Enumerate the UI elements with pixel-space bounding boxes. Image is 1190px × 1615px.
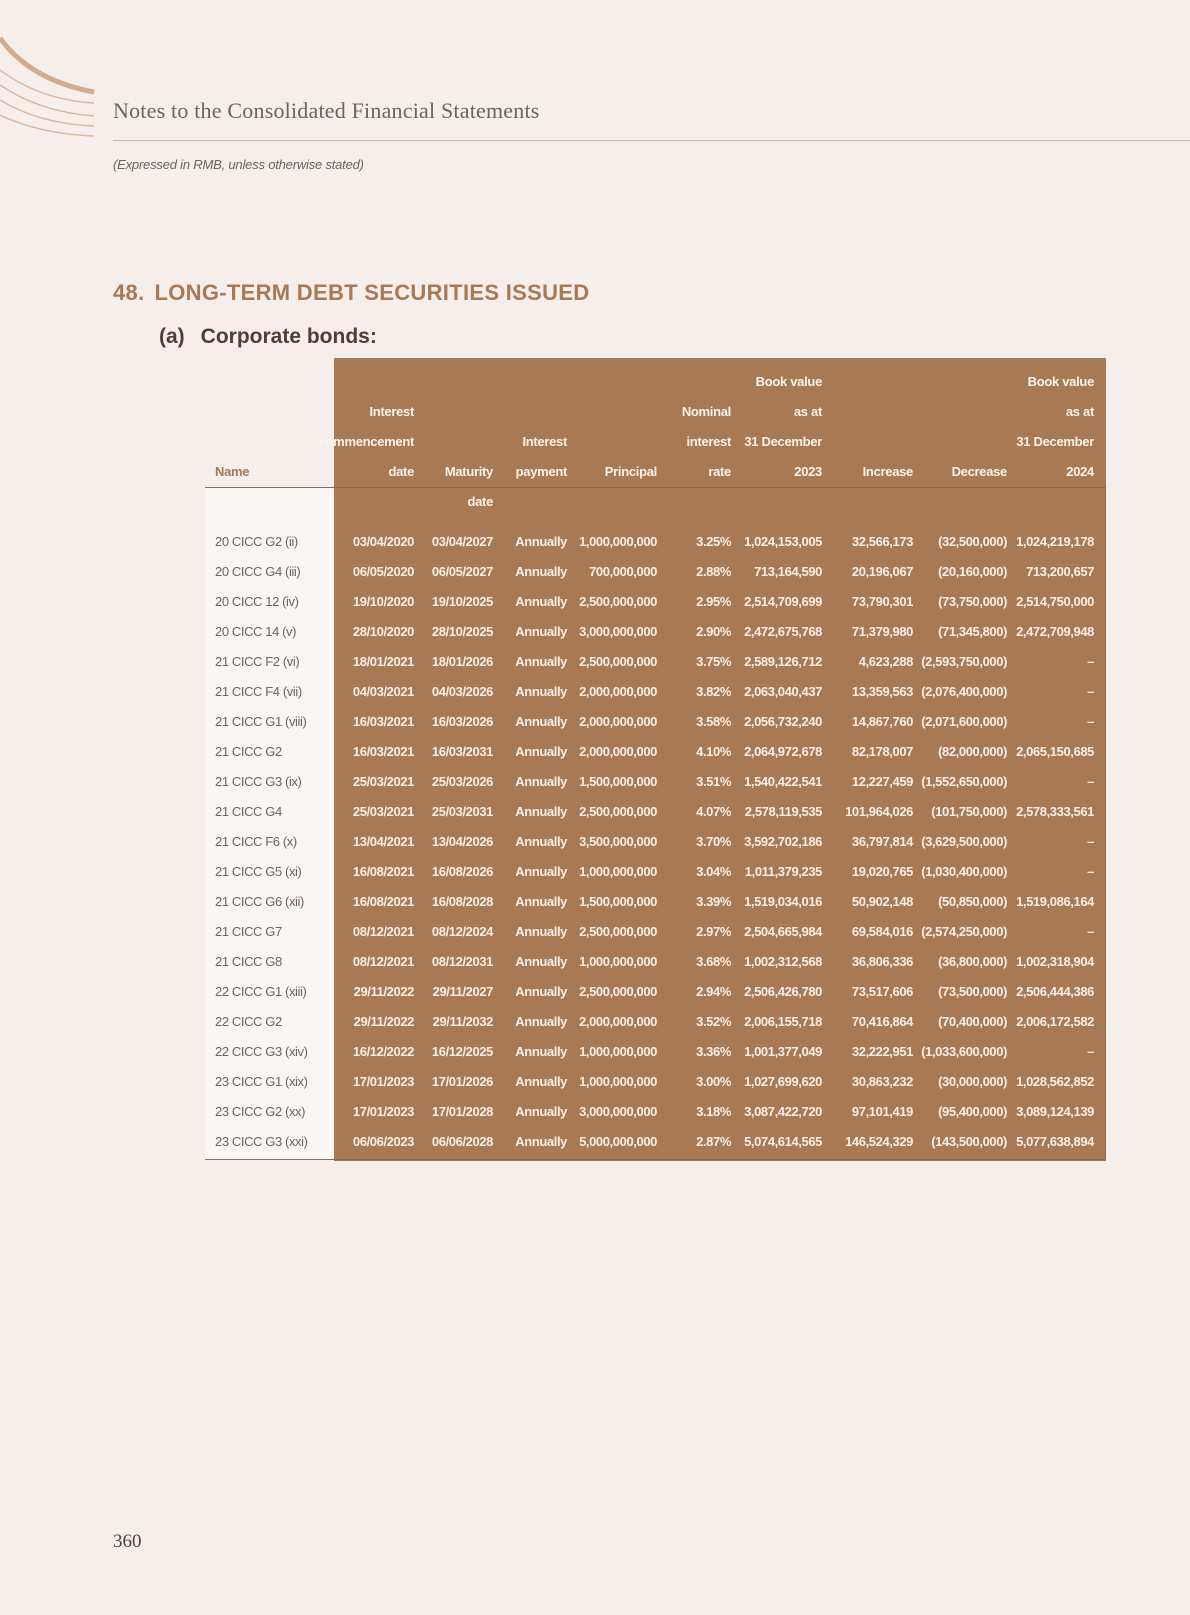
cell-payment: Annually [515,1074,567,1089]
cell-maturity: 16/03/2026 [431,714,493,729]
table-row [205,1127,1106,1157]
cell-decrease: (2,076,400,000) [921,684,1007,699]
cell-payment: Annually [515,684,567,699]
cell-increase: 73,790,301 [851,594,913,609]
table-row [205,557,1106,587]
cell-bv2024: 2,506,444,386 [1016,984,1094,999]
cell-payment: Annually [515,984,567,999]
cell-principal: 1,000,000,000 [579,534,657,549]
cell-name: 21 CICC G7 [215,924,282,939]
table-row [205,1007,1106,1037]
cell-payment: Annually [515,1014,567,1029]
cell-bv2023: 2,006,155,718 [744,1014,822,1029]
cell-decrease: (143,500,000) [931,1134,1007,1149]
cell-bv2024: 713,200,657 [1026,564,1094,579]
cell-payment: Annually [515,774,567,789]
cell-rate: 3.36% [696,1044,731,1059]
cell-payment: Annually [515,594,567,609]
cell-name: 21 CICC G8 [215,954,282,969]
table-row [205,647,1106,677]
cell-maturity: 17/01/2028 [431,1104,493,1119]
cell-principal: 1,000,000,000 [579,864,657,879]
cell-increase: 71,379,980 [851,624,913,639]
column-header-principal-line-0: Principal [604,464,657,479]
cell-name: 21 CICC G2 [215,744,282,759]
cell-commencement: 16/08/2021 [352,894,414,909]
cell-name: 22 CICC G2 [215,1014,282,1029]
subsection-title: Corporate bonds: [200,325,377,348]
cell-bv2024: 1,519,086,164 [1016,894,1094,909]
cell-payment: Annually [515,1104,567,1119]
cell-bv2024: – [1087,1044,1094,1059]
cell-principal: 1,000,000,000 [579,1074,657,1089]
column-header-bv2024-line-3: 2024 [1066,464,1094,479]
cell-name: 23 CICC G1 (xix) [215,1074,308,1089]
cell-payment: Annually [515,654,567,669]
cell-principal: 3,000,000,000 [579,1104,657,1119]
cell-bv2024: 1,024,219,178 [1016,534,1094,549]
cell-payment: Annually [515,744,567,759]
cell-rate: 3.68% [696,954,731,969]
cell-increase: 30,863,232 [851,1074,913,1089]
cell-maturity: 13/04/2026 [431,834,493,849]
cell-increase: 50,902,148 [851,894,913,909]
cell-rate: 3.00% [696,1074,731,1089]
cell-bv2023: 2,472,675,768 [744,624,822,639]
cell-maturity: 25/03/2031 [431,804,493,819]
cell-maturity: 06/05/2027 [431,564,493,579]
cell-rate: 3.52% [696,1014,731,1029]
cell-increase: 4,623,288 [858,654,913,669]
cell-increase: 97,101,419 [851,1104,913,1119]
cell-bv2024: – [1087,714,1094,729]
column-header-commencement-line-2: date [388,464,414,479]
cell-increase: 70,416,864 [851,1014,913,1029]
cell-maturity: 08/12/2024 [431,924,493,939]
cell-commencement: 13/04/2021 [352,834,414,849]
column-header-commencement-line-0: Interest [369,404,414,419]
table-row [205,977,1106,1007]
cell-rate: 2.94% [696,984,731,999]
cell-name: 20 CICC G2 (ii) [215,534,298,549]
cell-principal: 2,000,000,000 [579,714,657,729]
cell-bv2023: 3,087,422,720 [744,1104,822,1119]
cell-rate: 4.07% [696,804,731,819]
table-row [205,527,1106,557]
cell-commencement: 16/12/2022 [352,1044,414,1059]
cell-decrease: (95,400,000) [938,1104,1007,1119]
cell-rate: 3.75% [696,654,731,669]
cell-bv2023: 2,514,709,699 [744,594,822,609]
cell-decrease: (1,030,400,000) [921,864,1007,879]
cell-principal: 2,500,000,000 [579,654,657,669]
cell-rate: 3.04% [696,864,731,879]
cell-decrease: (1,552,650,000) [921,774,1007,789]
table-row [205,707,1106,737]
cell-maturity: 03/04/2027 [431,534,493,549]
cell-bv2023: 3,592,702,186 [744,834,822,849]
cell-payment: Annually [515,534,567,549]
cell-maturity: 19/10/2025 [431,594,493,609]
cell-principal: 2,500,000,000 [579,984,657,999]
column-header-payment-line-1: payment [515,464,567,479]
cell-bv2023: 2,578,119,535 [744,804,822,819]
cell-maturity: 18/01/2026 [431,654,493,669]
cell-bv2023: 5,074,614,565 [744,1134,822,1149]
cell-commencement: 16/03/2021 [352,714,414,729]
cell-name: 21 CICC F6 (x) [215,834,297,849]
cell-rate: 2.88% [696,564,731,579]
cell-increase: 12,227,459 [851,774,913,789]
cell-commencement: 08/12/2021 [352,954,414,969]
cell-bv2024: – [1087,864,1094,879]
cell-commencement: 06/06/2023 [352,1134,414,1149]
column-header-bv2024-line-2: 31 December [1016,434,1094,449]
cell-principal: 3,500,000,000 [579,834,657,849]
cell-decrease: (101,750,000) [931,804,1007,819]
cell-commencement: 29/11/2022 [353,1014,414,1029]
cell-maturity: 08/12/2031 [431,954,493,969]
cell-commencement: 18/01/2021 [352,654,414,669]
cell-increase: 20,196,067 [851,564,913,579]
subsection-heading [159,325,377,349]
table-row [205,1097,1106,1127]
cell-decrease: (1,033,600,000) [921,1044,1007,1059]
cell-name: 22 CICC G3 (xiv) [215,1044,308,1059]
cell-commencement: 25/03/2021 [352,774,414,789]
cell-maturity: 16/03/2031 [431,744,493,759]
cell-bv2024: – [1087,924,1094,939]
column-header-bv2023-line-2: 31 December [744,434,822,449]
cell-rate: 4.10% [696,744,731,759]
cell-decrease: (36,800,000) [938,954,1007,969]
cell-payment: Annually [515,1134,567,1149]
cell-commencement: 25/03/2021 [352,804,414,819]
column-header-bv2023-line-1: as at [793,404,822,419]
cell-principal: 1,500,000,000 [579,894,657,909]
cell-payment: Annually [515,1044,567,1059]
column-header-increase-line-0: Increase [862,464,913,479]
cell-rate: 3.39% [696,894,731,909]
table-row [205,947,1106,977]
cell-commencement: 16/03/2021 [352,744,414,759]
cell-bv2023: 2,064,972,678 [744,744,822,759]
cell-increase: 36,797,814 [851,834,913,849]
cell-commencement: 28/10/2020 [352,624,414,639]
cell-commencement: 19/10/2020 [352,594,414,609]
cell-decrease: (20,160,000) [938,564,1007,579]
cell-bv2023: 2,589,126,712 [744,654,822,669]
cell-bv2024: – [1087,774,1094,789]
cell-rate: 3.58% [696,714,731,729]
cell-increase: 101,964,026 [845,804,913,819]
cell-principal: 2,000,000,000 [579,684,657,699]
cell-rate: 2.95% [696,594,731,609]
cell-name: 20 CICC G4 (iii) [215,564,301,579]
cell-commencement: 06/05/2020 [352,564,414,579]
table-row [205,1067,1106,1097]
table-row [205,767,1106,797]
cell-bv2024: 2,065,150,685 [1016,744,1094,759]
cell-commencement: 16/08/2021 [352,864,414,879]
decorative-arcs [0,0,100,150]
cell-principal: 2,500,000,000 [579,924,657,939]
cell-increase: 19,020,765 [851,864,913,879]
column-header-name: Name [215,464,250,479]
cell-payment: Annually [515,624,567,639]
cell-increase: 73,517,606 [851,984,913,999]
cell-decrease: (2,593,750,000) [921,654,1007,669]
table-row [205,587,1106,617]
cell-bv2023: 1,540,422,541 [744,774,822,789]
cell-payment: Annually [515,834,567,849]
cell-name: 21 CICC G1 (viii) [215,714,307,729]
cell-bv2024: 2,514,750,000 [1016,594,1094,609]
table-row [205,677,1106,707]
column-header-payment-line-0: Interest [522,434,567,449]
cell-principal: 3,000,000,000 [579,624,657,639]
cell-bv2023: 1,002,312,568 [744,954,822,969]
cell-maturity: 16/12/2025 [431,1044,493,1059]
cell-principal: 1,000,000,000 [579,1044,657,1059]
cell-payment: Annually [515,864,567,879]
cell-rate: 2.97% [696,924,731,939]
cell-maturity: 29/11/2027 [432,984,493,999]
table-row [205,617,1106,647]
header-rule [113,140,1190,141]
cell-payment: Annually [515,894,567,909]
cell-name: 20 CICC 14 (v) [215,624,297,639]
cell-bv2024: 1,028,562,852 [1016,1074,1094,1089]
cell-bv2024: – [1087,684,1094,699]
cell-decrease: (3,629,500,000) [921,834,1007,849]
cell-maturity: 29/11/2032 [432,1014,493,1029]
cell-rate: 3.18% [696,1104,731,1119]
column-header-rate-line-0: Nominal [681,404,731,419]
cell-decrease: (71,345,800) [938,624,1007,639]
cell-principal: 700,000,000 [589,564,657,579]
cell-name: 20 CICC 12 (iv) [215,594,299,609]
cell-principal: 2,000,000,000 [579,1014,657,1029]
cell-decrease: (2,574,250,000) [921,924,1007,939]
header-divider [205,487,1106,488]
cell-bv2024: 1,002,318,904 [1016,954,1094,969]
cell-increase: 32,222,951 [851,1044,913,1059]
cell-bv2023: 2,063,040,437 [744,684,822,699]
cell-maturity: 25/03/2026 [431,774,493,789]
table-bottom-rule [205,1159,1106,1160]
cell-name: 23 CICC G2 (xx) [215,1104,306,1119]
table-row [205,1037,1106,1067]
table-row [205,737,1106,767]
section-title: LONG-TERM DEBT SECURITIES ISSUED [154,280,590,305]
cell-rate: 3.82% [696,684,731,699]
cell-principal: 2,500,000,000 [579,594,657,609]
cell-decrease: (50,850,000) [938,894,1007,909]
cell-decrease: (73,750,000) [938,594,1007,609]
cell-principal: 5,000,000,000 [579,1134,657,1149]
cell-commencement: 08/12/2021 [352,924,414,939]
cell-maturity: 28/10/2025 [431,624,493,639]
table-row [205,827,1106,857]
column-header-rate-line-2: rate [708,464,731,479]
cell-payment: Annually [515,564,567,579]
cell-maturity: 06/06/2028 [431,1134,493,1149]
cell-maturity: 16/08/2026 [431,864,493,879]
cell-bv2024: 2,472,709,948 [1016,624,1094,639]
cell-commencement: 17/01/2023 [352,1104,414,1119]
column-header-maturity-line-0: Maturity date [444,464,493,509]
cell-name: 21 CICC G5 (xi) [215,864,302,879]
cell-principal: 2,500,000,000 [579,804,657,819]
cell-bv2023: 2,504,665,984 [744,924,822,939]
cell-bv2023: 1,027,699,620 [744,1074,822,1089]
cell-principal: 1,000,000,000 [579,954,657,969]
cell-bv2023: 1,024,153,005 [744,534,822,549]
subsection-label: (a) [159,325,185,348]
cell-decrease: (82,000,000) [938,744,1007,759]
column-header-bv2023-line-0: Book value [755,374,822,389]
cell-commencement: 04/03/2021 [352,684,414,699]
cell-commencement: 17/01/2023 [352,1074,414,1089]
cell-bv2024: 2,578,333,561 [1016,804,1094,819]
cell-name: 21 CICC F4 (vii) [215,684,302,699]
currency-note: (Expressed in RMB, unless otherwise stated) [113,157,364,172]
cell-maturity: 17/01/2026 [431,1074,493,1089]
cell-bv2023: 2,056,732,240 [744,714,822,729]
cell-payment: Annually [515,954,567,969]
cell-principal: 2,000,000,000 [579,744,657,759]
cell-payment: Annually [515,714,567,729]
cell-maturity: 04/03/2026 [431,684,493,699]
cell-decrease: (30,000,000) [938,1074,1007,1089]
cell-rate: 2.87% [696,1134,731,1149]
column-header-bv2023-line-3: 2023 [794,464,822,479]
table-row [205,887,1106,917]
cell-rate: 3.25% [696,534,731,549]
cell-payment: Annually [515,924,567,939]
cell-increase: 36,806,336 [851,954,913,969]
column-header-bv2024-line-0: Book value [1027,374,1094,389]
column-header-decrease-line-0: Decrease [951,464,1007,479]
running-header-title: Notes to the Consolidated Financial Statements [113,98,540,123]
cell-name: 21 CICC G4 [215,804,282,819]
section-heading [113,280,589,306]
cell-increase: 13,359,563 [851,684,913,699]
cell-bv2024: 5,077,638,894 [1016,1134,1094,1149]
cell-increase: 69,584,016 [851,924,913,939]
cell-bv2023: 1,011,379,235 [744,864,822,879]
cell-bv2024: 3,089,124,139 [1016,1104,1094,1119]
cell-decrease: (2,071,600,000) [921,714,1007,729]
column-header-bv2024-line-1: as at [1065,404,1094,419]
table-row [205,797,1106,827]
cell-decrease: (32,500,000) [938,534,1007,549]
cell-increase: 32,566,173 [851,534,913,549]
cell-payment: Annually [515,804,567,819]
cell-rate: 3.70% [696,834,731,849]
page-number: 360 [113,1531,142,1552]
cell-commencement: 29/11/2022 [353,984,414,999]
cell-bv2023: 2,506,426,780 [744,984,822,999]
cell-name: 21 CICC G6 (xii) [215,894,304,909]
cell-principal: 1,500,000,000 [579,774,657,789]
cell-maturity: 16/08/2028 [431,894,493,909]
cell-name: 22 CICC G1 (xiii) [215,984,307,999]
cell-increase: 14,867,760 [851,714,913,729]
cell-name: 21 CICC F2 (vi) [215,654,300,669]
cell-decrease: (73,500,000) [938,984,1007,999]
cell-bv2023: 713,164,590 [754,564,822,579]
cell-bv2024: – [1087,654,1094,669]
cell-commencement: 03/04/2020 [352,534,414,549]
column-header-rate-line-1: interest [686,434,731,449]
section-number: 48. [113,280,145,305]
table-row [205,857,1106,887]
cell-bv2024: 2,006,172,582 [1016,1014,1094,1029]
cell-increase: 146,524,329 [845,1134,913,1149]
cell-bv2023: 1,519,034,016 [744,894,822,909]
cell-increase: 82,178,007 [851,744,913,759]
table-row [205,917,1106,947]
cell-name: 23 CICC G3 (xxi) [215,1134,308,1149]
cell-rate: 2.90% [696,624,731,639]
column-header-commencement-line-1: commencement [318,434,414,449]
cell-decrease: (70,400,000) [938,1014,1007,1029]
cell-name: 21 CICC G3 (ix) [215,774,302,789]
cell-bv2024: – [1087,834,1094,849]
cell-rate: 3.51% [696,774,731,789]
cell-bv2023: 1,001,377,049 [744,1044,822,1059]
